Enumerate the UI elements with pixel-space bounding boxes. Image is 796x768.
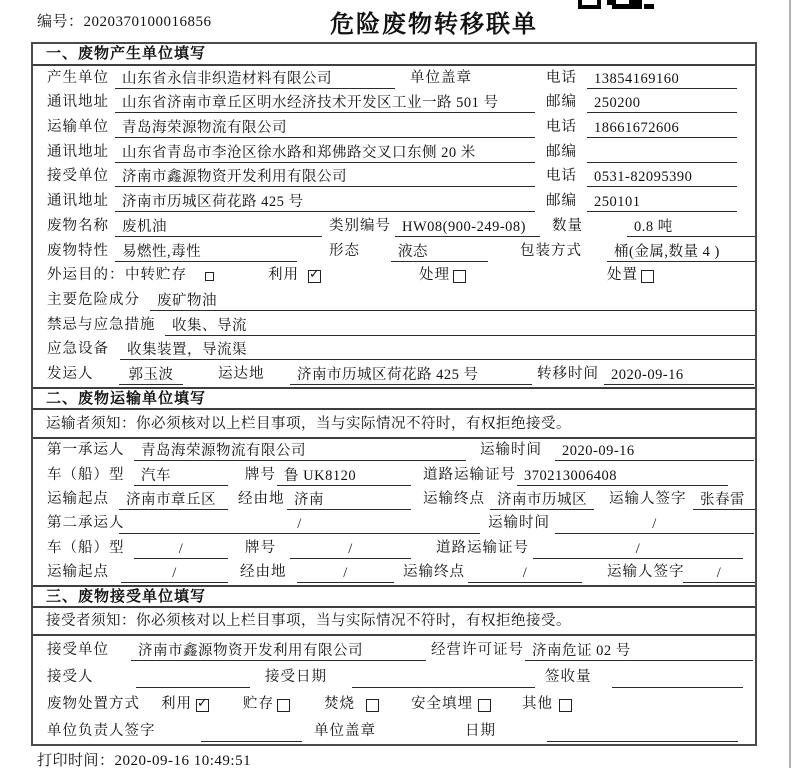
address-label: 通讯地址: [47, 143, 109, 160]
phone-label: 电话: [546, 119, 577, 136]
date-blank: [547, 722, 738, 742]
business-license-label: 经营许可证号: [431, 641, 524, 658]
row-producer-address: [33, 91, 755, 116]
hazard-value: 废矿物油: [150, 291, 755, 311]
purpose-label: 外运目的：: [47, 267, 125, 284]
endpoint-label: 运输终点: [403, 563, 465, 580]
checkbox-landfill: [478, 699, 491, 712]
form-label: 形态: [329, 242, 360, 259]
carrier-sign-label: 运输人签字: [607, 563, 685, 580]
doc-number: [37, 10, 212, 31]
receiver-label: 接受单位: [47, 168, 109, 185]
zip-value: 250200: [587, 93, 737, 113]
signed-quantity-blank: [612, 668, 743, 688]
checkbox-other: [559, 699, 572, 712]
qr-block: [578, 0, 601, 9]
row-waste-properties: [33, 239, 755, 264]
endpoint-label: 运输终点: [423, 490, 485, 507]
option-storage: 贮存: [243, 695, 274, 712]
doc-number-label: 编号：: [37, 14, 84, 30]
acceptor-label: 接受人: [47, 668, 94, 685]
road-permit-value: 370213006408: [517, 466, 728, 486]
category-code-value: HW08(900-249-08): [395, 217, 540, 237]
road-permit-label: 道路运输证号: [436, 539, 529, 556]
transport-time-blank: /: [555, 514, 754, 534]
waste-name-label: 废物名称: [47, 217, 109, 234]
row-transporter: [33, 115, 755, 140]
row-route-2: [33, 561, 755, 585]
unit-seal-label: 单位盖章: [314, 722, 376, 739]
accept-date-blank: [352, 668, 535, 688]
row-producer: [33, 66, 755, 91]
section2-notice: 运输者须知：你必须核对以上栏目事项，当与实际情况不符时，有权拒绝接受。: [33, 410, 755, 439]
option-utilize: 利用: [161, 695, 192, 712]
transporter-label: 运输单位: [47, 119, 109, 136]
option-incinerate: 焚烧: [324, 695, 355, 712]
unit-seal-label: 单位盖章: [410, 69, 472, 86]
row-acceptor: [33, 663, 755, 690]
waste-name-value: 废机油: [115, 217, 322, 237]
print-time-value: 2020-09-16 10:49:51: [114, 753, 252, 768]
option-landfill: 安全填埋: [411, 695, 473, 712]
section1-header: 一、废物产生单位填写: [33, 44, 755, 66]
option-dispose: 处置: [607, 267, 638, 284]
zip-label: 邮编: [546, 94, 577, 111]
transport-time-label: 运输时间: [480, 442, 542, 459]
shipper-label: 发运人: [47, 365, 94, 382]
phone-label: 电话: [546, 69, 577, 86]
option-treat: 处理: [419, 267, 450, 284]
signed-quantity-label: 签收量: [545, 668, 592, 685]
via-label: 经由地: [238, 490, 285, 507]
vehicle-type-label: 车（船）型: [47, 466, 125, 483]
transfer-form-table: [31, 42, 757, 746]
plate-blank: /: [290, 539, 411, 559]
road-permit-label: 道路运输证号: [423, 466, 516, 483]
producer-value: 山东省永信非织造材料有限公司: [115, 69, 395, 89]
row-hazard-components: [33, 288, 755, 313]
row-first-carrier: [33, 439, 755, 463]
carrier-sign-value: 张春雷: [693, 490, 755, 510]
row-transfer-purpose: [33, 264, 755, 289]
check-mark: ✓: [309, 267, 320, 283]
vehicle-type-value: 汽车: [134, 466, 228, 486]
phone-label: 电话: [546, 168, 577, 185]
row-route-1: [33, 488, 755, 512]
address-value: 山东省青岛市李沧区徐水路和郑佛路交叉口东侧 20 米: [115, 143, 535, 163]
origin-blank: /: [121, 563, 228, 583]
qr-block: [629, 0, 642, 9]
print-time: [37, 749, 251, 768]
accepting-unit-label: 接受单位: [47, 641, 109, 658]
row-responsible-signature: [33, 717, 755, 744]
endpoint-value: 济南市历城区: [490, 490, 594, 510]
row-receiver: [33, 165, 755, 190]
address-label: 通讯地址: [47, 94, 109, 111]
via-label: 经由地: [240, 563, 287, 580]
checkbox-treat: [453, 270, 466, 283]
checkbox-utilize-checked: [196, 695, 209, 712]
quantity-value: 0.8 吨: [627, 217, 755, 237]
taboo-label: 禁忌与应急措施: [47, 316, 156, 333]
section3-notice: 接受者须知：你必须核对以上栏目事项，当与实际情况不符时，有权拒绝接受。: [33, 608, 755, 636]
carrier-value: 青岛海荣源物流有限公司: [134, 441, 466, 461]
accept-date-label: 接受日期: [265, 668, 327, 685]
row-accepting-unit: [33, 636, 755, 663]
row-second-carrier: [33, 512, 755, 536]
responsible-sign-label: 单位负责人签字: [47, 722, 156, 739]
form-value: 液态: [391, 242, 488, 262]
zip-value: 250101: [587, 192, 737, 212]
address-value: 济南市历城区荷花路 425 号: [115, 192, 535, 212]
accepting-unit-value: 济南市鑫源物资开发利用有限公司: [131, 641, 426, 661]
destination-value: 济南市历城区荷花路 425 号: [290, 365, 532, 385]
acceptor-blank: [136, 668, 250, 688]
option-utilize: 利用: [268, 267, 299, 284]
transport-time-label: 运输时间: [488, 515, 550, 532]
zip-value-blank: [587, 143, 737, 163]
checkbox-utilize-checked: [308, 267, 321, 283]
carrier-sign-blank: /: [683, 563, 755, 583]
option-other: 其他: [522, 695, 553, 712]
origin-label: 运输起点: [47, 563, 109, 580]
producer-label: 产生单位: [47, 69, 109, 86]
transfer-time-label: 转移时间: [537, 365, 599, 382]
address-label: 通讯地址: [47, 193, 109, 210]
category-code-label: 类别编号: [329, 217, 391, 234]
vehicle-type-blank: /: [134, 539, 228, 559]
row-disposal-method: [33, 690, 755, 717]
phone-value: 18661672606: [587, 118, 737, 138]
qr-block: [644, 4, 654, 9]
plate-label: 牌号: [245, 539, 276, 556]
plate-label: 牌号: [245, 466, 276, 483]
property-label: 废物特性: [47, 242, 109, 259]
disposal-method-label: 废物处置方式: [47, 695, 140, 712]
address-value: 山东省济南市章丘区明水经济技术开发区工业一路 501 号: [115, 93, 535, 113]
endpoint-blank: /: [468, 563, 582, 583]
row-vehicle-1: [33, 463, 755, 487]
packaging-label: 包装方式: [520, 242, 582, 259]
doc-number-value: 2020370100016856: [83, 14, 212, 30]
section3-header: 三、废物接受单位填写: [33, 585, 755, 608]
responsible-sign-blank: [201, 722, 302, 742]
business-license-value: 济南危证 02 号: [525, 641, 753, 661]
transport-time-value: 2020-09-16: [555, 441, 754, 461]
print-time-label: 打印时间：: [37, 753, 115, 768]
carrier-value-blank: /: [119, 514, 480, 534]
row-waste-name: [33, 214, 755, 239]
section2-header: 二、废物运输单位填写: [33, 387, 755, 410]
row-taboo-measures: [33, 313, 755, 338]
origin-label: 运输起点: [47, 490, 109, 507]
transfer-time-value: 2020-09-16: [604, 365, 754, 385]
equipment-value: 收集装置，导流渠: [120, 340, 755, 360]
via-value: 济南: [287, 490, 411, 510]
receiver-value: 济南市鑫源物资开发利用有限公司: [115, 167, 535, 187]
row-vehicle-2: [33, 536, 755, 560]
zip-label: 邮编: [546, 193, 577, 210]
row-emergency-equipment: [33, 338, 755, 363]
carrier-label: 第二承运人: [47, 515, 125, 532]
option-transit-storage: 中转贮存: [125, 267, 187, 284]
carrier-sign-label: 运输人签字: [609, 490, 687, 507]
destination-label: 运达地: [218, 365, 265, 382]
packaging-value: 桶(金属,数量 4 ): [607, 242, 755, 262]
page-edge-divider: [789, 0, 791, 768]
vehicle-type-label: 车（船）型: [47, 539, 125, 556]
page-title: 危险废物转移联单: [330, 12, 538, 38]
equipment-label: 应急设备: [47, 341, 109, 358]
phone-value: 13854169160: [587, 69, 737, 89]
carrier-label: 第一承运人: [47, 442, 125, 459]
checkbox-transit-storage: [205, 272, 214, 281]
via-blank: /: [297, 563, 394, 583]
road-permit-blank: /: [533, 539, 743, 559]
hazard-label: 主要危险成分: [47, 291, 140, 308]
taboo-value: 收集、导流: [165, 316, 755, 336]
property-value: 易燃性,毒性: [115, 242, 297, 262]
checkbox-dispose: [641, 270, 654, 283]
shipper-value: 郭玉波: [119, 365, 183, 385]
plate-value: 鲁 UK8120: [277, 466, 411, 486]
quantity-label: 数量: [552, 217, 583, 234]
date-label: 日期: [465, 722, 496, 739]
phone-value: 0531-82095390: [587, 167, 737, 187]
qr-code-fragment: [578, 0, 656, 10]
row-shipper: [33, 362, 755, 387]
checkbox-incinerate: [366, 699, 379, 712]
checkbox-storage: [277, 699, 290, 712]
check-mark: ✓: [197, 695, 208, 711]
zip-label: 邮编: [546, 143, 577, 160]
transporter-value: 青岛海荣源物流有限公司: [115, 118, 535, 138]
origin-value: 济南市章丘区: [119, 490, 228, 510]
row-transporter-address: [33, 140, 755, 165]
row-receiver-address: [33, 189, 755, 214]
